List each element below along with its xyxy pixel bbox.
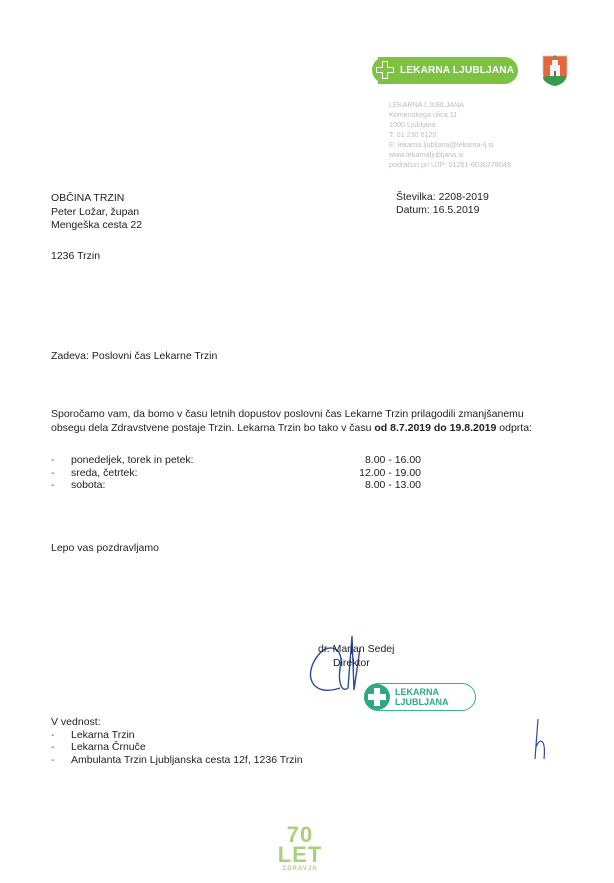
bullet: - (51, 753, 55, 766)
lekarna-logo (378, 57, 518, 84)
hours-row (51, 479, 431, 492)
cc-item-text: Lekarna Trzin (71, 728, 135, 741)
stamp-cross-icon (362, 682, 392, 712)
bullet: - (51, 741, 55, 753)
bullet: - (51, 728, 55, 741)
letter-body (51, 408, 571, 435)
cc-list (51, 716, 303, 766)
anniversary-sub: ZDRAVJA (282, 866, 318, 872)
bullet: - (51, 454, 55, 466)
letter-date: Datum: 16.5.2019 (396, 204, 480, 216)
letter-subject: Zadeva: Poslovni čas Lekarne Trzin (51, 350, 218, 362)
logo-text: LEKARNA LJUBLJANA (400, 65, 515, 76)
sender-line: Komenskega ulica 11 (389, 110, 458, 119)
closing-greeting: Lepo vas pozdravljamo (51, 542, 159, 554)
hours-row (51, 454, 431, 467)
hours-time: 8.00 - 16.00 (364, 454, 421, 466)
bullet: - (51, 466, 55, 479)
date-range: od 8.7.2019 do 19.8.2019 (374, 421, 497, 434)
cc-item-text: Lekarna Črnuče (71, 741, 146, 753)
sender-line: podračun pri UJP: 01261-6030278049 (389, 160, 511, 169)
cc-item (51, 754, 303, 767)
recipient-line: OBČINA TRZIN (51, 192, 125, 204)
sender-line: T: 01 230 6120 (389, 130, 437, 139)
sender-address-block (389, 100, 511, 170)
anniversary-logo (277, 822, 323, 873)
sender-line: E: lekarna.ljubljana@lekarna-lj.si (389, 140, 494, 149)
anniversary-word: LET (277, 842, 323, 867)
hours-time: 12.00 - 19.00 (359, 466, 421, 479)
reference-block (396, 191, 489, 217)
recipient-line: Peter Ložar, župan (51, 205, 140, 218)
sender-line: www.lekarnaljubljana.si (389, 150, 464, 159)
signatory-name: dr. Marjan Sedej (318, 643, 395, 655)
cc-item (51, 741, 303, 754)
hours-days: sreda, četrtek: (71, 466, 138, 479)
hours-row (51, 467, 431, 480)
initials-mark-icon (532, 717, 548, 762)
ljubljana-coat-of-arms-icon (542, 55, 568, 87)
sender-line: 1000 Ljubljana (389, 120, 436, 129)
body-line (51, 422, 571, 436)
sender-line: LEKARNA LJUBLJANA (389, 100, 465, 109)
recipient-line: Mengeška cesta 22 (51, 219, 143, 231)
reference-number: Številka: 2208-2019 (396, 191, 489, 203)
cc-item-text: Ambulanta Trzin Ljubljanska cesta 12f, 1236 Trzin (71, 753, 303, 766)
signatory-title: Direktor (333, 657, 370, 669)
body-text-suffix: odprta: (496, 421, 532, 434)
anniversary-number: 70 (286, 822, 314, 847)
body-line: Sporočamo vam, da bomo v času letnih dopustov poslovni čas Lekarne Trzin prilagodili zmanjšanemu (51, 408, 524, 420)
cc-label: V vednost: (51, 716, 101, 728)
bullet: - (51, 479, 55, 491)
cc-item (51, 729, 303, 742)
recipient-post: 1236 Trzin (51, 250, 101, 262)
stamp-text: LEKARNA LJUBLJANA (395, 687, 449, 707)
hours-time: 8.00 - 13.00 (364, 479, 421, 491)
pharmacy-cross-icon (371, 56, 399, 84)
hours-days: ponedeljek, torek in petek: (71, 454, 194, 466)
body-text-prefix: obsegu dela Zdravstvene postaje Trzin. Lekarna Trzin bo tako v času (51, 421, 375, 434)
hours-days: sobota: (71, 479, 106, 491)
opening-hours-list (51, 454, 431, 492)
recipient-address (51, 192, 142, 233)
